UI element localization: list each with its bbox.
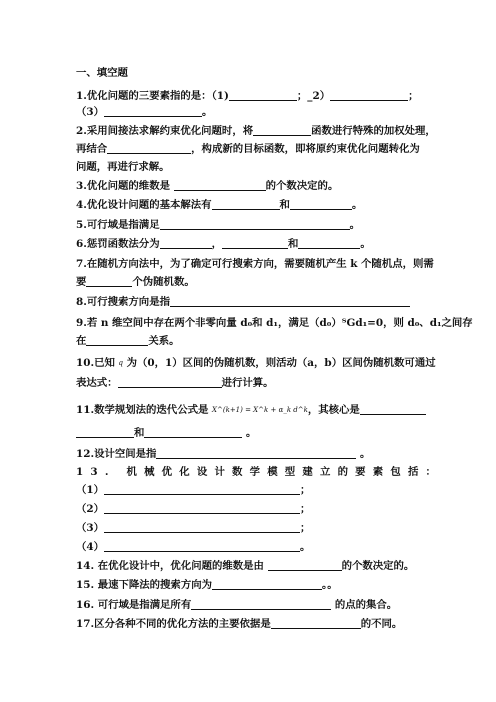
iteration-formula: X^(k+1) = X^k + α_k d^k xyxy=(212,406,308,414)
blank xyxy=(212,198,280,210)
blank xyxy=(86,275,132,287)
blank xyxy=(86,334,148,346)
blank xyxy=(298,237,360,249)
question-16: 16. 可行域是指满足所有 的点的集合。 xyxy=(76,599,398,611)
question-9-cont: 在 关系。 xyxy=(76,335,180,347)
question-9: 9.若 n 维空间中存在两个非零向量 d₀和 d₁，满足（d₀）ᵀGd₁=0，则 d₀、d₁之间存 xyxy=(76,317,473,329)
blank xyxy=(330,89,408,101)
question-15: 15. 最速下降法的搜索方向为 。。 xyxy=(76,579,338,591)
blank xyxy=(156,447,356,459)
blank xyxy=(160,237,212,249)
question-12: 12.设计空间是指 。 xyxy=(76,448,371,460)
question-11: 11.数学规划法的迭代公式是 X^(k+1) = X^k + α_k d^k，其核心是 xyxy=(76,403,421,417)
blank xyxy=(160,218,350,230)
section-title: 一、填空题 xyxy=(76,67,128,79)
question-7: 7.在随机方向法中，为了确定可行搜索方向，需要随机产生 k 个随机点，则需 xyxy=(76,258,434,270)
blank xyxy=(144,426,242,438)
question-13: 13. 机械优化设计数学模型建立的要素包括： xyxy=(76,466,444,478)
blank xyxy=(174,179,266,191)
question-14: 14. 在优化设计中，优化问题的维数是由 的个数决定的。 xyxy=(76,560,415,572)
question-2-cont2: 问题，再进行求解。 xyxy=(76,161,170,173)
variable-q: q xyxy=(118,359,123,367)
blank xyxy=(104,105,202,117)
blank xyxy=(222,237,288,249)
question-10: 10.已知 q 为（0，1）区间的伪随机数，则活动（a，b）区间伪随机数可通过 xyxy=(76,357,436,369)
question-6: 6.惩罚函数法分为 ， 和 。 xyxy=(76,238,371,250)
blank xyxy=(76,426,134,438)
blank xyxy=(107,142,191,154)
question-11-cont: 和 。 xyxy=(76,426,421,440)
blank xyxy=(229,89,297,101)
question-4: 4.优化设计问题的基本解法有 和 。 xyxy=(76,199,363,211)
question-13-item-1: （1） ； xyxy=(76,484,311,496)
blank xyxy=(104,502,300,514)
question-2-cont: 再结合 ，构成新的目标函数，即将原约束优化问题转化为 xyxy=(76,143,420,155)
question-2: 2.采用间接法求解约束优化问题时，将 函数进行特殊的加权处理， xyxy=(76,125,436,137)
blank xyxy=(118,376,222,388)
blank xyxy=(360,403,426,415)
blank xyxy=(104,521,300,533)
blank xyxy=(191,598,331,610)
question-17: 17.区分各种不同的优化方法的主要依据是 的不同。 xyxy=(76,618,403,630)
blank xyxy=(271,617,361,629)
question-13-item-4: （4） 。 xyxy=(76,541,311,553)
blank xyxy=(104,483,300,495)
blank xyxy=(290,198,352,210)
question-8: 8.可行搜索方向是指 xyxy=(76,295,421,309)
blank xyxy=(253,124,311,136)
blank xyxy=(104,540,300,552)
question-13-item-3: （3） ； xyxy=(76,522,311,534)
question-7-cont: 要 个伪随机数。 xyxy=(76,276,195,288)
blank xyxy=(268,559,342,571)
question-3: 3.优化问题的维数是 的个数决定的。 xyxy=(76,180,339,192)
question-13-item-2: （2） ； xyxy=(76,503,311,515)
question-1-cont: （3） 。 xyxy=(76,106,213,118)
question-1: 1.优化问题的三要素指的是：（1) ；_2） ； xyxy=(76,90,419,102)
blank xyxy=(212,578,322,590)
question-10-cont: 表达式： 进行计算。 xyxy=(76,377,274,389)
blank xyxy=(170,295,410,307)
question-5: 5.可行域是指满足 。 xyxy=(76,219,360,231)
